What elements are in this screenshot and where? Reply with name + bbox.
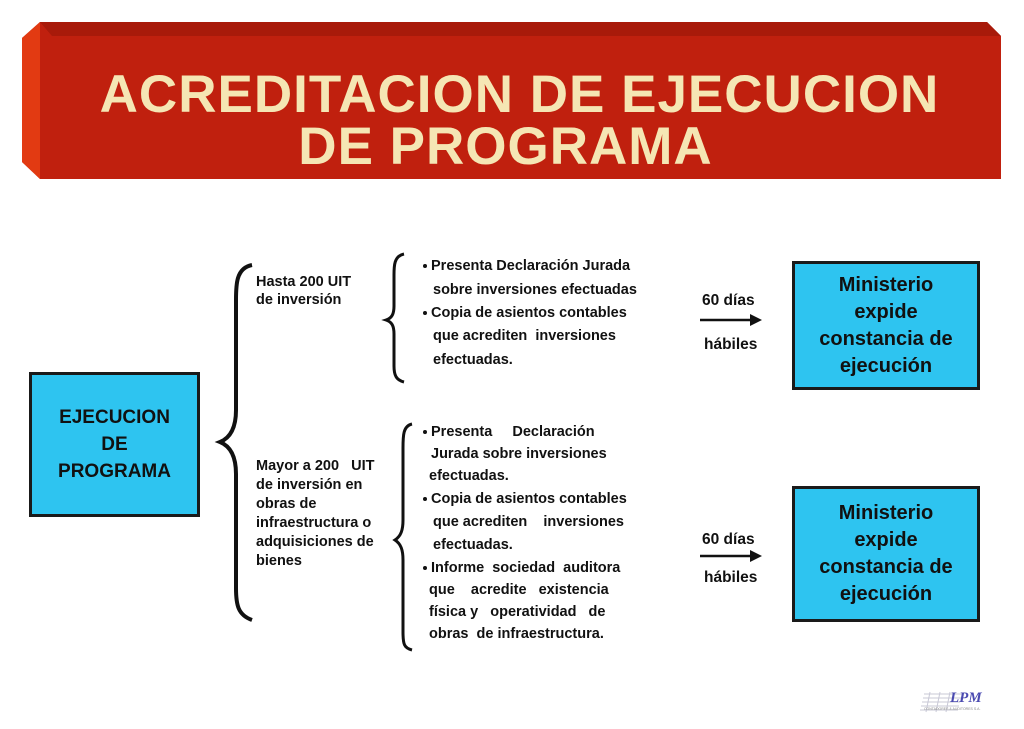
result-1-line-3: constancia de: [819, 327, 953, 350]
b1-text-1: Presenta Declaración Jurada: [431, 258, 631, 274]
logo-subtext: CONTADORES & AUDITORES S.A.: [924, 707, 981, 711]
days-2: 60 días: [702, 531, 755, 548]
result-2-line-2: expide: [854, 529, 918, 551]
b2-text-2: Jurada sobre inversiones: [431, 446, 607, 462]
main-node-box: [29, 372, 200, 517]
arrow-1: [700, 314, 762, 326]
days-label-1: hábiles: [704, 336, 758, 353]
main-node-line-2: DE: [101, 434, 128, 455]
result-1-line-1: Ministerio: [838, 273, 934, 296]
b2-text-3: efectuadas.: [429, 468, 509, 484]
logo-text: LPM: [950, 690, 982, 706]
bullet-dots: [423, 264, 427, 570]
main-node-line-3: PROGRAMA: [58, 461, 171, 482]
arrow-2: [700, 550, 762, 562]
result-1-line-4: ejecución: [839, 354, 933, 377]
company-logo: [920, 690, 1000, 714]
b2-text-1: Presenta Declaración: [431, 424, 595, 440]
page-title-line-2: DE PROGRAMA: [298, 117, 713, 176]
main-brace: [220, 265, 252, 620]
brace-2: [395, 424, 412, 650]
b1-text-2: sobre inversiones efectuadas: [433, 282, 637, 298]
result-2-line-4: ejecución: [839, 583, 933, 605]
condition-2: Mayor a 200 UIT de inversión en obras de infraestructura o adquisiciones de bienes: [256, 458, 375, 569]
main-node-line-1: EJECUCION: [59, 407, 170, 428]
b2-text-8: que acredite existencia: [429, 582, 609, 598]
b1-text-3: Copia de asientos contables: [431, 305, 627, 321]
result-box-2: [792, 486, 980, 622]
result-2-line-3: constancia de: [819, 556, 953, 578]
page-title-line-1: ACREDITACION DE EJECUCION: [99, 65, 940, 124]
result-box-1: [792, 261, 980, 390]
result-2-line-1: Ministerio: [838, 502, 934, 524]
days-1: 60 días: [702, 292, 755, 309]
b2-text-6: efectuadas.: [433, 537, 513, 553]
b1-text-4: que acrediten inversiones: [433, 328, 616, 344]
b2-text-4: Copia de asientos contables: [431, 491, 627, 507]
result-1-line-2: expide: [854, 300, 918, 323]
b1-text-5: efectuadas.: [433, 352, 513, 368]
days-label-2: hábiles: [704, 569, 758, 586]
b2-text-7: Informe sociedad auditora: [431, 560, 621, 576]
b2-text-5: que acrediten inversiones: [433, 514, 624, 530]
condition-1: Hasta 200 UIT de inversión: [256, 274, 352, 308]
b2-text-9: física y operatividad de: [429, 604, 606, 620]
b2-text-10: obras de infraestructura.: [429, 626, 604, 642]
brace-1: [386, 254, 404, 382]
